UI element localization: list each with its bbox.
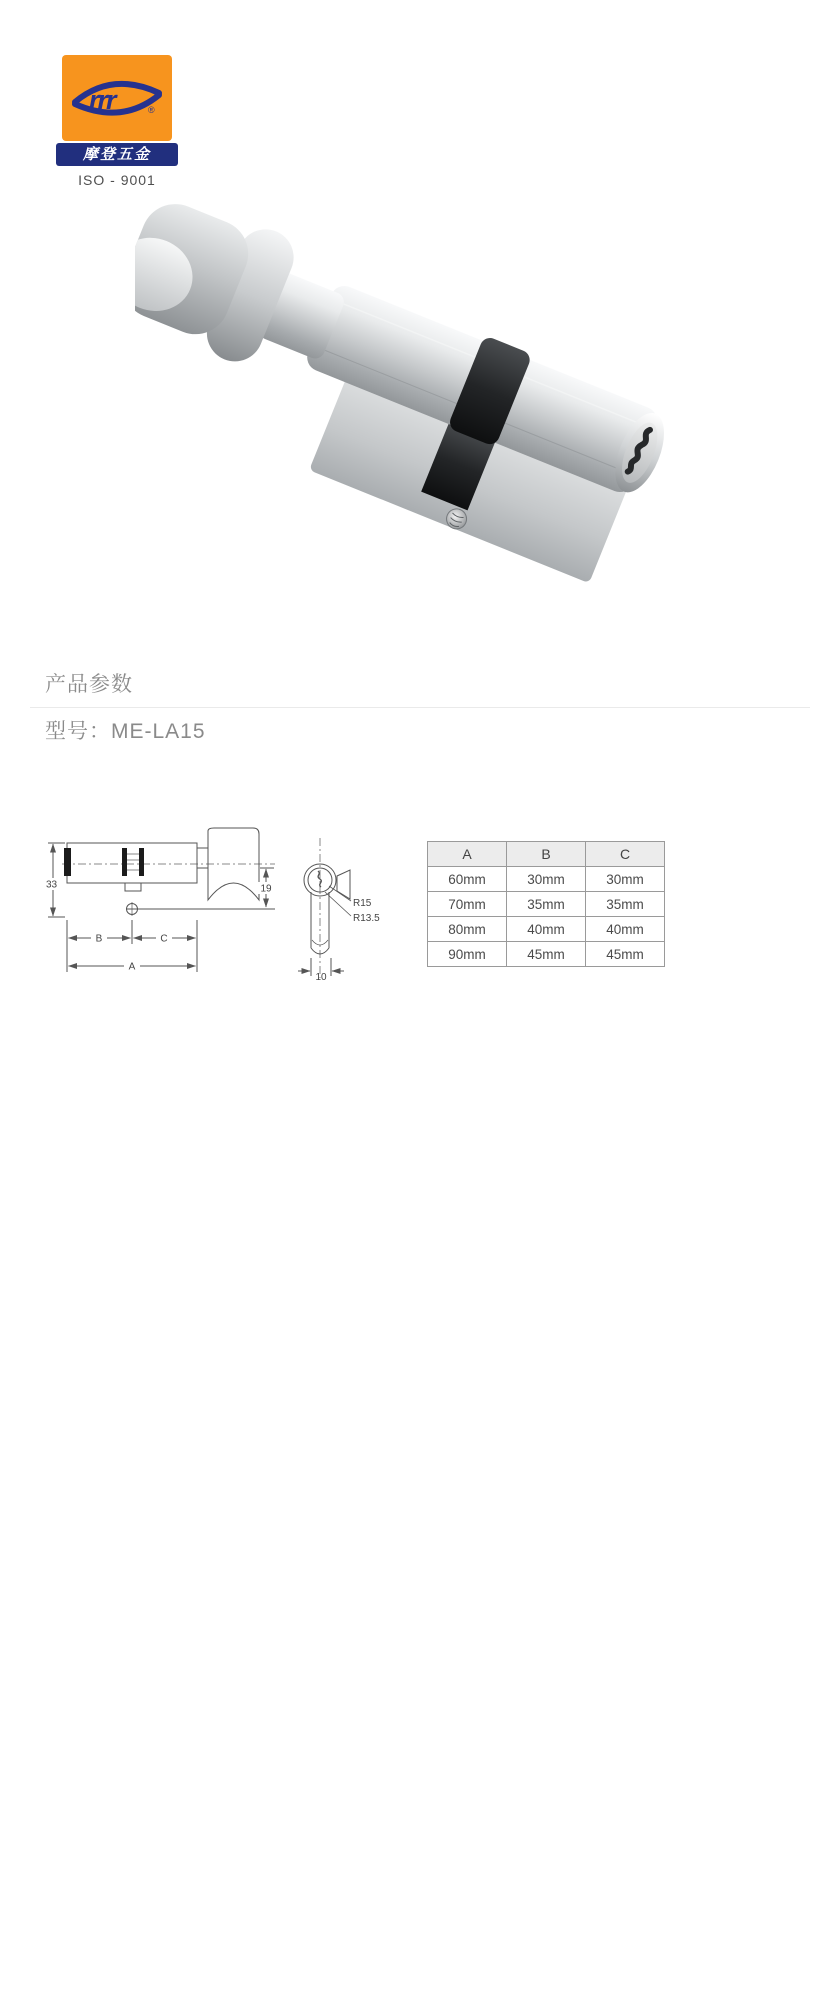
dim-33-label: 33 bbox=[45, 879, 58, 891]
section-keyway bbox=[318, 871, 321, 887]
brand-logo-icon bbox=[62, 55, 172, 141]
spec-header-a: A bbox=[428, 842, 507, 867]
dim-a-label: A bbox=[128, 961, 136, 973]
dim-19-label: 19 bbox=[260, 883, 272, 895]
technical-drawing bbox=[35, 820, 400, 995]
dim-c-label: C bbox=[160, 933, 168, 945]
spec-cell: 80mm bbox=[428, 917, 507, 942]
left-end-cap bbox=[64, 848, 71, 876]
model-number-line: 型号：ME-LA15 bbox=[45, 720, 206, 743]
spec-header-c: C bbox=[586, 842, 665, 867]
dim-10-label: 10 bbox=[315, 972, 327, 983]
dim-b-label: B bbox=[95, 933, 103, 945]
table-row bbox=[428, 942, 665, 967]
spec-table bbox=[427, 841, 665, 967]
spec-cell: 30mm bbox=[586, 867, 665, 892]
section-divider bbox=[30, 707, 810, 708]
section-cam-lobe bbox=[337, 870, 350, 899]
spec-header-b: B bbox=[507, 842, 586, 867]
brand-banner: 摩登五金 bbox=[56, 143, 178, 166]
table-row bbox=[428, 892, 665, 917]
radius-r13-5-label: R13.5 bbox=[353, 913, 380, 924]
spec-cell: 45mm bbox=[586, 942, 665, 967]
registered-symbol: ® bbox=[148, 105, 155, 115]
side-view-body bbox=[67, 843, 197, 883]
spec-cell: 30mm bbox=[507, 867, 586, 892]
table-row bbox=[428, 917, 665, 942]
spec-cell: 35mm bbox=[507, 892, 586, 917]
product-photo bbox=[135, 190, 725, 600]
spec-cell: 45mm bbox=[507, 942, 586, 967]
spec-cell: 70mm bbox=[428, 892, 507, 917]
table-row bbox=[428, 867, 665, 892]
spec-table-header-row bbox=[428, 842, 665, 867]
params-section-title: 产品参数 bbox=[45, 673, 133, 696]
logo-mark-text: rrr bbox=[89, 85, 115, 115]
spec-cell: 40mm bbox=[507, 917, 586, 942]
spec-cell: 40mm bbox=[586, 917, 665, 942]
spec-cell: 35mm bbox=[586, 892, 665, 917]
iso-certification-label: ISO - 9001 bbox=[78, 172, 156, 188]
knob-stem bbox=[197, 848, 208, 868]
spec-cell: 90mm bbox=[428, 942, 507, 967]
spec-cell: 60mm bbox=[428, 867, 507, 892]
cam-below-body bbox=[125, 883, 141, 891]
radius-r15-label: R15 bbox=[353, 898, 372, 909]
